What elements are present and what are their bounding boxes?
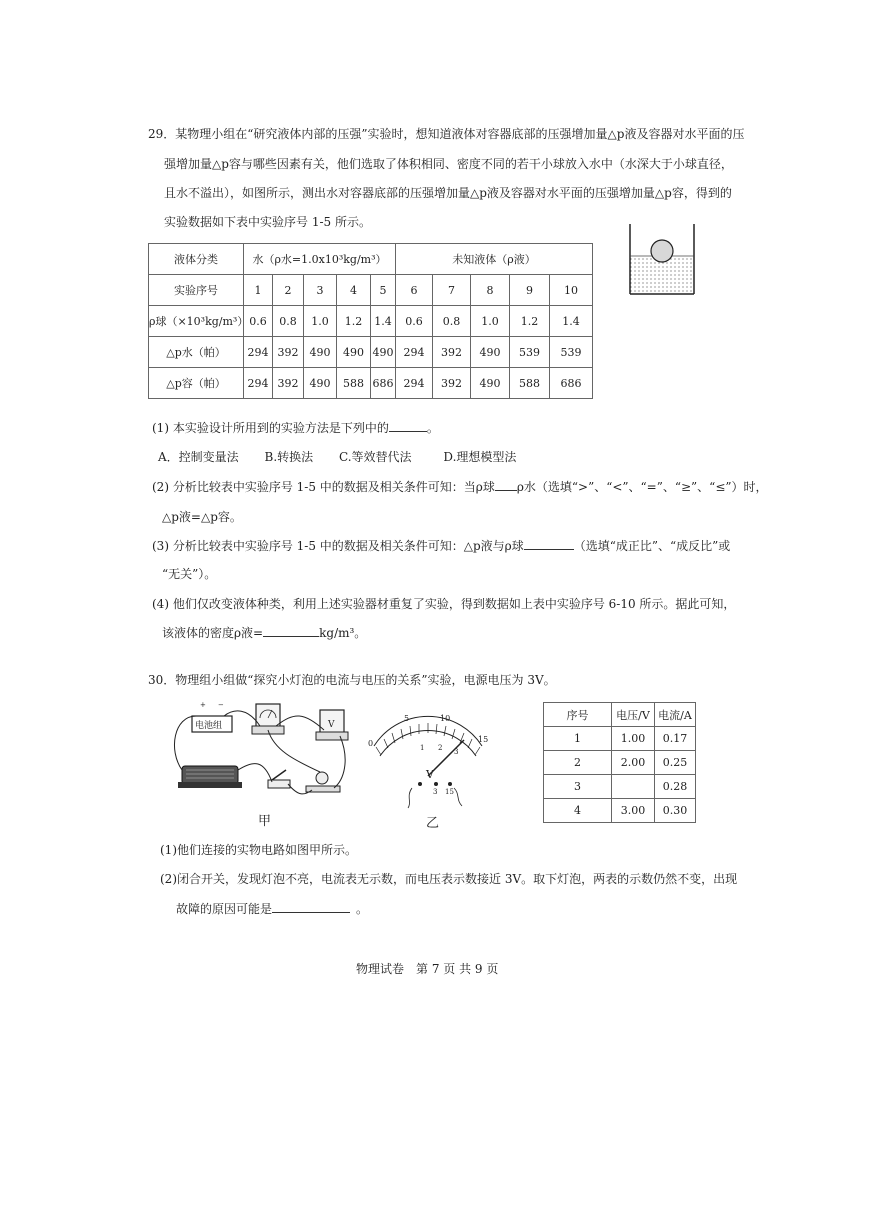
svg-text:3: 3 [433,788,438,796]
table-row: ρ球（×10³kg/m³） 0.6 0.8 1.0 1.2 1.4 0.6 0.8 1.0 1.2 1.4 [149,306,593,337]
q29-sub1: (1) 本实验设计所用到的实验方法是下列中的 。 [152,421,439,435]
page-footer: 物理试卷 第 7 页 共 9 页 [356,962,499,976]
container-figure [626,222,698,298]
svg-text:3: 3 [454,748,459,756]
q29-sub3: (3) 分析比较表中实验序号 1-5 中的数据及相关条件可知：△p液与ρ球 （选填“成正比”、“成反比”或 [152,539,731,553]
table-header-water: 水（ρ水=1.0x10³kg/m³） [244,244,396,275]
scale-label: 5 [404,714,410,723]
table-header: 电压/V [612,703,655,727]
table-row: 4 3.00 0.30 [544,799,696,823]
option-a: A．控制变量法 [158,450,239,464]
answer-blank [272,901,350,913]
q29-sub4-cont: 该液体的密度ρ液= kg/m³。 [162,626,367,640]
meter-figure [366,712,490,812]
q30-line: 30．物理组小组做“探究小灯泡的电流与电压的关系”实验，电源电压为 3V。 [148,673,556,687]
scale-label: 15 [478,735,489,744]
q29-options [158,449,516,465]
svg-text:2: 2 [438,744,443,752]
battery-label: 电池组 [195,721,223,731]
q30-sub2: (2)闭合开关，发现灯泡不亮，电流表无示数，而电压表示数接近 3V。取下灯泡，两表的示数仍然不变，出现 [160,872,738,886]
answer-blank [524,538,574,550]
q30-sub2-cont: 故障的原因可能是 。 [176,902,369,916]
table-row: △p水（帕） 294 392 490 490 490 294 392 490 539 539 [149,337,593,368]
svg-text:1: 1 [420,744,425,752]
figure-a-label: 甲 [258,814,272,829]
option-c: C.等效替代法 [338,450,412,464]
table-header-category: 液体分类 [149,244,244,275]
answer-blank [389,420,427,432]
q29-sub3-cont: “无关”）。 [162,567,217,581]
svg-text:15: 15 [445,788,454,796]
svg-text:V: V [328,720,335,730]
circuit-figure [164,700,354,810]
option-d: D.理想模型法 [443,450,517,464]
table-row: 实验序号 1 2 3 4 5 6 7 8 9 10 [149,275,593,306]
answer-blank [495,479,517,491]
table-row: 2 2.00 0.25 [544,751,696,775]
q29-data-table [148,243,593,399]
meter-symbol: V [426,768,434,781]
figure-b-label: 乙 [426,816,440,831]
q29-line-3: 且水不溢出），如图所示，测出水对容器底部的压强增加量△p液及容器对水平面的压强增加量△p容，得到的 [164,186,732,200]
option-b: B.转换法 [264,450,314,464]
scale-label: 0 [368,739,374,748]
scale-label: 10 [440,714,451,723]
q29-line-1: 29．某物理小组在“研究液体内部的压强”实验时，想知道液体对容器底部的压强增加量△p液及容器对水平面的压 [148,127,745,141]
table-row: 1 1.00 0.17 [544,727,696,751]
q30-data-table [543,702,696,823]
q29-sub2: (2) 分析比较表中实验序号 1-5 中的数据及相关条件可知：当ρ球 ρ水（选填“>”、“<”、“=”、“≥”、“≤”）时， [152,480,768,494]
svg-text:−: − [218,701,224,709]
q29-line-2: 强增加量△p容与哪些因素有关，他们选取了体积相同、密度不同的若干小球放入水中（水深大于小球直径， [164,157,733,171]
table-header: 电流/A [655,703,696,727]
svg-text:+: + [200,701,206,709]
q29-sub2-cont: △p液=△p容。 [162,510,242,524]
table-row: △p容（帕） 294 392 490 588 686 294 392 490 588 686 [149,368,593,399]
table-header: 序号 [544,703,612,727]
table-row: 3 0.28 [544,775,696,799]
q29-sub4: (4) 他们仅改变液体种类，利用上述实验器材重复了实验，得到数据如上表中实验序号 6-10 所示。据此可知， [152,597,736,611]
table-header-unknown: 未知液体（ρ液） [396,244,593,275]
q29-line-4: 实验数据如下表中实验序号 1-5 所示。 [164,215,371,229]
answer-blank [263,625,319,637]
q30-sub1: (1)他们连接的实物电路如图甲所示。 [160,843,357,857]
